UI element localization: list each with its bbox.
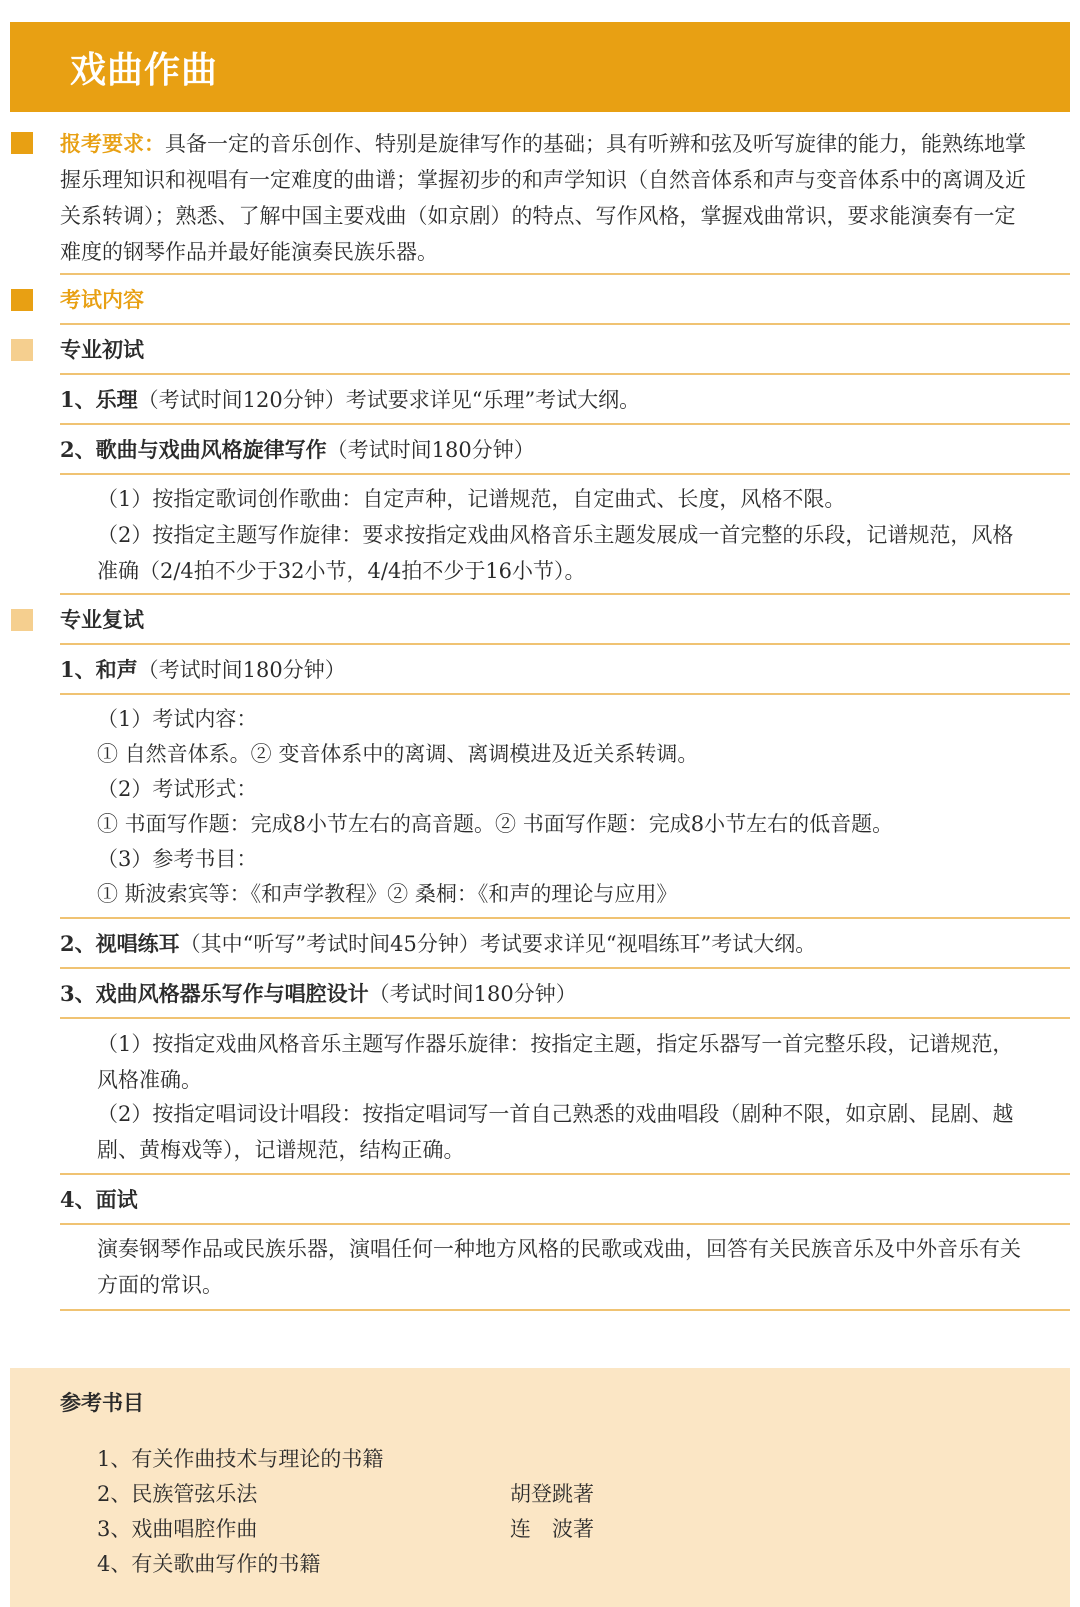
requirements-paragraph <box>60 126 1030 270</box>
retest-item3-point2: （2）按指定唱词设计唱段：按指定唱词写一首自己熟悉的戏曲唱段（剧种不限，如京剧、昆剧、越剧、黄梅戏等），记谱规范，结构正确。 <box>97 1102 1014 1162</box>
retest-item4-point1: 演奏钢琴作品或民族乐器，演唱任何一种地方风格的民歌或戏曲，回答有关民族音乐及中外音乐有关方面的常识。 <box>97 1237 1021 1297</box>
prelim-item2-point1: （1）按指定歌词创作歌曲：自定声种，记谱规范，自定曲式、长度，风格不限。 <box>97 487 846 511</box>
item-number: 1、 <box>60 657 96 682</box>
item-title: 面试 <box>95 1187 138 1212</box>
item-number: 2、 <box>60 437 96 462</box>
retest-item3-point1: （1）按指定戏曲风格音乐主题写作器乐旋律：按指定主题，指定乐器写一首完整乐段，记谱规范，风格准确。 <box>97 1032 1014 1092</box>
item-number: 1、 <box>60 387 96 412</box>
item-title: 和声 <box>95 657 138 682</box>
divider <box>60 1173 1070 1175</box>
harmony-line: ① 斯波索宾等：《和声学教程》② 桑桐：《和声的理论与应用》 <box>97 882 678 906</box>
item-number: 4、 <box>60 1187 96 1212</box>
references-box <box>10 1368 1070 1607</box>
harmony-line: （2）考试形式： <box>97 777 258 801</box>
divider <box>60 693 1070 695</box>
retest-item-sight-singing <box>60 926 1070 962</box>
harmony-line: （1）考试内容： <box>97 707 258 731</box>
divider <box>60 643 1070 645</box>
item-detail: （考试时间180分钟） <box>137 658 346 682</box>
divider <box>60 1309 1070 1311</box>
requirements-text: 具备一定的音乐创作、特别是旋律写作的基础；具有听辨和弦及听写旋律的能力，能熟练地掌握乐理知识和视唱有一定难度的曲谱；掌握初步的和声学知识（自然音体系和声与变音体系中的离调及近关系转调）；熟悉、了解中国主要戏曲（如京剧）的特点、写作风格，掌握戏曲常识，要求能演奏有一定难度的钢琴作品并最好能演奏民族乐器。 <box>60 132 1026 264</box>
harmony-line: ① 自然音体系。② 变音体系中的离调、离调模进及近关系转调。 <box>97 742 699 766</box>
divider <box>60 967 1070 969</box>
divider <box>60 1017 1070 1019</box>
divider <box>60 323 1070 325</box>
reference-author: 胡登跳著 <box>510 1482 594 1506</box>
item-number: 2、 <box>60 931 96 956</box>
harmony-line: （3）参考书目： <box>97 847 258 871</box>
page-title: 戏曲作曲 <box>70 49 219 91</box>
reference-author: 连 波著 <box>510 1517 594 1541</box>
retest-item-interview <box>60 1182 1070 1218</box>
divider <box>60 273 1070 275</box>
section-marker <box>11 132 33 154</box>
retest-item-harmony <box>60 652 1070 688</box>
item-detail: （考试时间180分钟） <box>326 438 535 462</box>
divider <box>60 1223 1070 1225</box>
item-title: 歌曲与戏曲风格旋律写作 <box>95 437 327 462</box>
item-title: 视唱练耳 <box>95 931 180 956</box>
retest-item-instrumental-writing <box>60 976 1070 1012</box>
exam-content-heading <box>60 282 1070 318</box>
reference-item: 1、有关作曲技术与理论的书籍 <box>97 1447 384 1471</box>
item-title: 乐理 <box>95 387 138 412</box>
item-detail: （其中“听写”考试时间45分钟）考试要求详见“视唱练耳”考试大纲。 <box>179 932 817 956</box>
divider <box>60 373 1070 375</box>
references-heading: 参考书目 <box>60 1390 144 1415</box>
item-detail: （考试时间120分钟）考试要求详见“乐理”考试大纲。 <box>137 388 641 412</box>
divider <box>60 917 1070 919</box>
reference-item: 4、有关歌曲写作的书籍 <box>97 1552 321 1576</box>
item-detail: （考试时间180分钟） <box>368 982 577 1006</box>
divider <box>60 593 1070 595</box>
prelim-item-music-theory <box>60 382 1070 418</box>
prelim-item2-point2: （2）按指定主题写作旋律：要求按指定戏曲风格音乐主题发展成一首完整的乐段，记谱规范，风格准确（2/4拍不少于32小节，4/4拍不少于16小节）。 <box>97 523 1014 583</box>
divider <box>60 423 1070 425</box>
item-title: 戏曲风格器乐写作与唱腔设计 <box>95 981 369 1006</box>
retest-heading <box>60 602 1070 638</box>
retest-heading-text: 专业复试 <box>60 607 144 632</box>
prelim-heading-text: 专业初试 <box>60 337 144 362</box>
harmony-line: ① 书面写作题：完成8小节左右的高音题。② 书面写作题：完成8小节左右的低音题。 <box>97 812 894 836</box>
requirements-label: 报考要求： <box>60 131 165 156</box>
prelim-item-melody-writing <box>60 432 1070 468</box>
divider <box>60 473 1070 475</box>
title-banner <box>10 22 1070 112</box>
section-marker <box>11 289 33 311</box>
subsection-marker <box>11 339 33 361</box>
reference-item: 2、民族管弦乐法 <box>97 1482 258 1506</box>
reference-item: 3、戏曲唱腔作曲 <box>97 1517 258 1541</box>
subsection-marker <box>11 609 33 631</box>
exam-content-heading-text: 考试内容 <box>60 287 144 312</box>
item-number: 3、 <box>60 981 96 1006</box>
prelim-heading <box>60 332 1070 368</box>
